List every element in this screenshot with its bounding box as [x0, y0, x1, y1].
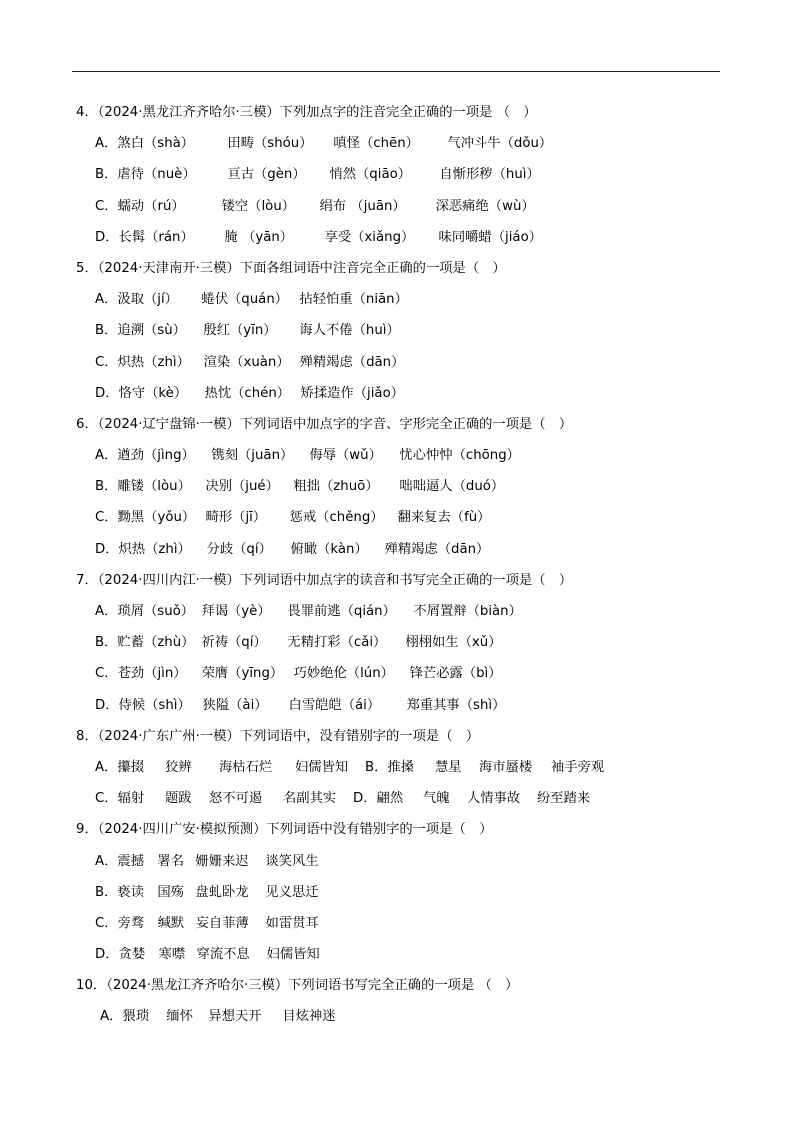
option-label: D． — [95, 697, 119, 713]
option-d — [76, 226, 736, 257]
option-item: 虐待（nuè） — [117, 167, 196, 183]
option-item: 拜谒（yè） — [201, 604, 271, 619]
option-c — [76, 351, 736, 382]
option-item: 异想天开 — [208, 1009, 262, 1025]
option-label: B． — [95, 479, 118, 495]
question-stem: 5．（2024·天津南开·三模）下面各组词语中注音完全正确的一项是（ ） — [76, 260, 506, 276]
option-item: 穿流不息 — [196, 947, 250, 963]
option-label: A． — [95, 604, 118, 619]
option-item: 缄默 — [157, 915, 185, 931]
option-item: 白雪皑皑（ái） — [288, 697, 381, 713]
option-d — [76, 694, 736, 725]
option-label: C． — [95, 198, 118, 214]
option-item: 慧星 — [435, 759, 462, 775]
option-a — [76, 850, 736, 881]
option-item: 炽热（zhì） — [117, 354, 190, 370]
option-item: 海市蜃楼 — [479, 759, 533, 775]
option-item: 翻来复去（fù） — [397, 510, 491, 526]
question-stem: 8．（2024·广东广州·一模）下列词语中，没有错别字的一项是（ ） — [76, 728, 480, 744]
option-item: 妇儒皆知 — [266, 947, 320, 963]
option-item: 姗姗来迟 — [195, 853, 249, 869]
option-item: B．推搡 — [365, 759, 415, 775]
option-item: 诲人不倦（huì） — [299, 323, 400, 339]
option-item: 镂空（lòu） — [221, 198, 296, 214]
option-item: 狭隘（ài） — [202, 697, 268, 713]
option-label: C． — [95, 510, 118, 526]
option-item: 寒噤 — [158, 947, 186, 963]
option-item: 盘虬卧龙 — [195, 884, 249, 900]
option-label: A． — [95, 448, 118, 464]
option-item: 锋芒必露（bì） — [409, 666, 502, 682]
option-a — [76, 444, 736, 475]
option-label: A． — [100, 1009, 123, 1025]
option-item: 炽热（zhì） — [118, 541, 191, 557]
option-item: 忧心忡忡（chōng） — [399, 448, 520, 464]
option-d — [76, 538, 736, 569]
option-item: 郑重其事（shì） — [406, 697, 506, 713]
option-row-ab — [76, 756, 736, 787]
option-item: 俯瞰（kàn） — [290, 541, 368, 557]
option-item: 殚精竭虑（dān） — [299, 354, 405, 370]
option-c — [76, 195, 736, 226]
option-d — [76, 943, 736, 974]
option-item: 署名 — [157, 853, 184, 869]
option-item: 自惭形秽（huì） — [439, 167, 540, 183]
option-item: 栩栩如生（xǔ） — [405, 635, 502, 651]
option-item: 嗔怪（chēn） — [333, 136, 419, 152]
option-item: 侍候（shì） — [118, 697, 191, 713]
option-item: 渲染（xuàn） — [203, 354, 290, 370]
option-label: B． — [95, 884, 118, 900]
option-item: 琐屑（suǒ） — [117, 604, 195, 619]
option-item: 如雷贯耳 — [265, 915, 319, 931]
option-item: 腌 （yān） — [224, 229, 294, 245]
option-label: B． — [95, 323, 118, 339]
option-label: A． — [95, 853, 118, 869]
option-item: 雕镂（lòu） — [117, 479, 191, 495]
option-item: 气魄 — [423, 791, 450, 807]
option-item: 殷红（yīn） — [203, 323, 277, 339]
option-item: 不屑置辩（biàn） — [413, 604, 522, 619]
option-label: D． — [95, 385, 119, 401]
option-item: 名副其实 — [283, 791, 337, 807]
option-item: 亵读 — [117, 884, 145, 900]
option-b — [76, 631, 736, 662]
option-label: C． — [95, 915, 118, 931]
question-stem: 6．（2024·辽宁盘锦·一模）下列词语中加点字的字音、字形完全正确的一项是（ ） — [76, 416, 573, 432]
option-item: 恪守（kè） — [118, 385, 188, 401]
option-item: 亘古（gèn） — [227, 167, 306, 183]
option-item: 缅怀 — [166, 1009, 193, 1025]
option-item: 海枯石烂 — [219, 759, 273, 775]
header-rule — [72, 71, 720, 72]
option-item: 狡辨 — [165, 759, 192, 775]
option-item: 巧妙绝伦（lún） — [293, 666, 394, 682]
option-item: 气冲斗牛（dǒu） — [447, 136, 553, 152]
option-a — [76, 600, 736, 631]
option-item: 纷至踏来 — [537, 791, 591, 807]
option-a — [76, 132, 736, 163]
option-item: 汲取（jí） — [117, 292, 178, 308]
option-label: D． — [95, 229, 119, 245]
option-item: 田畴（shóu） — [227, 136, 313, 152]
option-item: 贮蓄（zhù） — [117, 635, 195, 651]
option-item: 蠕动（rú） — [117, 198, 185, 214]
option-item: 旁骛 — [117, 915, 145, 931]
option-c — [76, 506, 736, 537]
option-item: 荣膺（yīng） — [201, 666, 284, 682]
option-b — [76, 475, 736, 506]
option-item: D．翩然 — [353, 791, 404, 807]
option-item: 镌刻（juān） — [211, 448, 294, 464]
option-item: 无精打彩（cǎi） — [287, 635, 387, 651]
option-row-cd — [76, 787, 736, 818]
option-item: 煞白（shà） — [117, 136, 195, 152]
option-item: 殚精竭虑（dān） — [384, 541, 490, 557]
option-label: D． — [95, 947, 119, 963]
option-label: D． — [95, 541, 119, 557]
option-item: 惩戒（chěng） — [289, 510, 384, 526]
option-item: 题跋 — [165, 791, 192, 807]
option-b — [76, 163, 736, 194]
option-a — [76, 288, 736, 319]
option-item: 贪婪 — [118, 947, 146, 963]
option-c — [76, 912, 736, 943]
option-item: 国殇 — [157, 884, 185, 900]
option-label: C． — [95, 354, 118, 370]
option-label: B． — [95, 167, 118, 183]
option-item: 人情事故 — [467, 791, 521, 807]
option-item: 妇儒皆知 — [295, 759, 349, 775]
option-item: 见义思迁 — [265, 884, 319, 900]
question-stem: 9．（2024·四川广安·模拟预测）下列词语中没有错别字的一项是（ ） — [76, 822, 493, 838]
option-item: C．辐射 — [95, 791, 145, 807]
option-item: 分歧（qí） — [206, 541, 272, 557]
question-stem: 10．（2024·黑龙江齐齐哈尔·三模）下列词语书写完全正确的一项是 （ ） — [76, 978, 519, 994]
option-item: 追溯（sù） — [117, 323, 186, 339]
option-a — [76, 1005, 736, 1036]
option-label: B． — [95, 635, 118, 651]
option-label: A． — [95, 136, 118, 152]
option-item: 悄然（qiāo） — [329, 167, 412, 183]
option-c — [76, 662, 736, 693]
option-item: 侮辱（wǔ） — [309, 448, 382, 464]
option-item: 畸形（jī） — [205, 510, 267, 526]
question-list — [76, 101, 736, 1037]
question-stem: 7．（2024·四川内江·一模）下列词语中加点字的读音和书写完全正确的一项是（ ） — [76, 572, 573, 588]
option-d — [76, 382, 736, 413]
option-item: 咄咄逼人（duó） — [399, 479, 505, 495]
option-item: 蜷伏（quán） — [201, 292, 289, 308]
option-item: 谈笑风生 — [265, 853, 319, 869]
option-item: 享受（xiǎng） — [324, 229, 415, 245]
option-label: C． — [95, 666, 118, 682]
option-item: A．攥掇 — [95, 759, 144, 775]
question-stem: 4．（2024·黑龙江齐齐哈尔·三模）下列加点字的注音完全正确的一项是 （ ） — [76, 105, 537, 120]
option-b — [76, 881, 736, 912]
option-item: 袖手旁观 — [551, 759, 605, 775]
option-item: 拈轻怕重（niān） — [299, 292, 408, 308]
option-item: 遒劲（jìng） — [117, 448, 195, 464]
option-item: 绢布 （juān） — [319, 198, 406, 214]
option-b — [76, 319, 736, 350]
option-item: 粗拙（zhuō） — [293, 479, 379, 495]
option-item: 长髯（rán） — [118, 229, 194, 245]
option-item: 目炫神迷 — [282, 1009, 336, 1025]
option-label: A． — [95, 292, 118, 308]
option-item: 苍劲（jìn） — [117, 666, 187, 682]
option-item: 怒不可遏 — [209, 791, 263, 807]
option-item: 黝黑（yǒu） — [117, 510, 196, 526]
option-item: 决别（jué） — [205, 479, 279, 495]
option-item: 矫揉造作（jiǎo） — [300, 385, 405, 401]
option-item: 妄自菲薄 — [195, 915, 249, 931]
option-item: 猥琐 — [122, 1009, 149, 1025]
option-item: 热忱（chén） — [204, 385, 291, 401]
option-item: 味同嚼蜡（jiáo） — [438, 229, 543, 245]
option-item: 畏罪前逃（qián） — [287, 604, 396, 619]
option-item: 祈祷（qí） — [201, 635, 267, 651]
option-item: 震撼 — [117, 853, 144, 869]
option-item: 深恶痛绝（wù） — [435, 198, 535, 214]
